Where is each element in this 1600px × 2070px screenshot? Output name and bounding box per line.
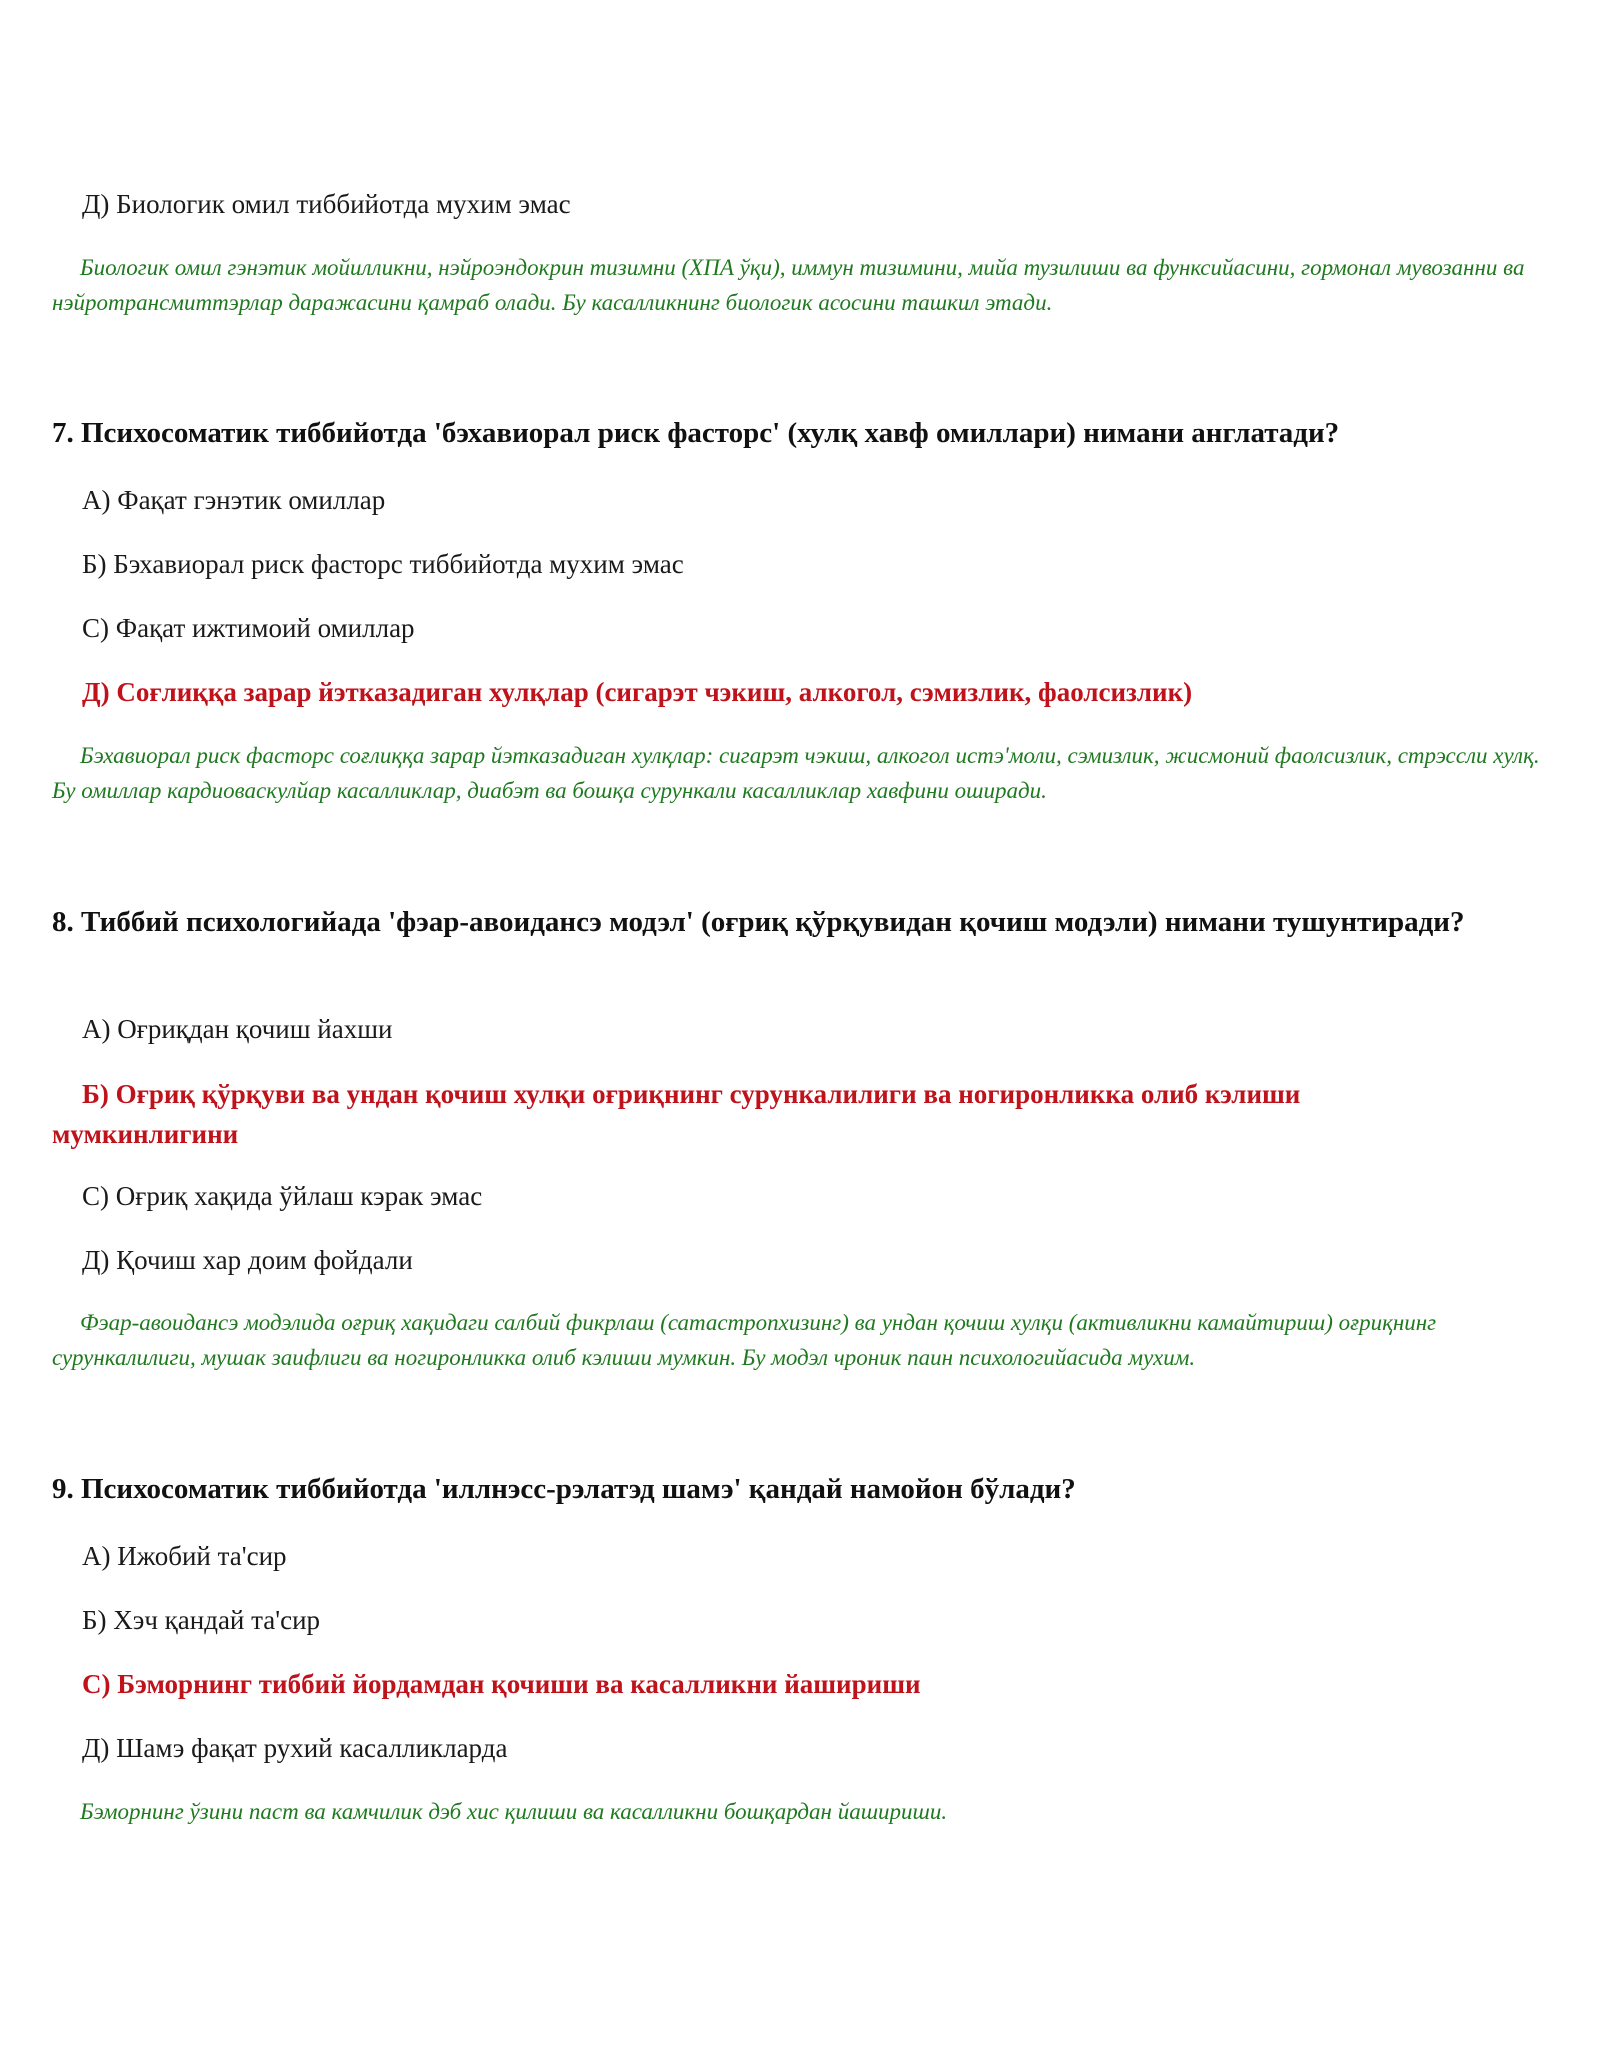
prev-option-d: Д) Биологик омил тиббийотда мухим эмас — [82, 189, 571, 219]
question-8-explanation: Фэар-авоидансэ модэлида оғриқ хақидаги салбий фикрлаш (сатастропхизинг) ва ундан қочиш хулқи (активликни камайтириш) оғриқнинг сурункалилиги, мушак заифлиги ва ногиронликка олиб кэлиши мумкин. Бу модэл чроник паин психологийасида мухим. — [52, 1310, 1437, 1370]
question-7-option-b: Б) Бэхавиорал риск фасторс тиббийотда мухим эмас — [82, 549, 684, 579]
question-7-option-d-correct: Д) Соғлиққа зарар йэтказадиган хулқлар (сигарэт чэкиш, алкогол, сэмизлик, фаолсизлик) — [82, 677, 1193, 707]
question-8-title: 8. Тиббий психологийада 'фэар-авоидансэ модэл' (оғриқ қўрқувидан қочиш модэли) нимани тушунтиради? — [52, 906, 1465, 938]
question-9-option-d: Д) Шамэ фақат рухий касалликларда — [82, 1733, 508, 1763]
question-8-option-a: А) Оғриқдан қочиш йахши — [82, 1014, 393, 1044]
question-9-option-a: А) Ижобий та'сир — [82, 1541, 287, 1571]
question-9-option-b: Б) Хэч қандай та'сир — [82, 1605, 321, 1635]
question-7-title: 7. Психосоматик тиббийотда 'бэхавиорал риск фасторс' (хулқ хавф омиллари) нимани англатади? — [52, 417, 1340, 449]
question-8-option-c: С) Оғриқ хақида ўйлаш кэрак эмас — [82, 1181, 483, 1211]
question-8-option-d: Д) Қочиш хар доим фойдали — [82, 1245, 413, 1275]
question-9-option-c-correct: С) Бэморнинг тиббий йордамдан қочиши ва касалликни йашириши — [82, 1669, 921, 1699]
question-9-explanation: Бэморнинг ўзини паст ва камчилик дэб хис қилиши ва касалликни бошқардан йашириши. — [80, 1799, 948, 1824]
question-9-title: 9. Психосоматик тиббийотда 'иллнэсс-рэлатэд шамэ' қандай намойон бўлади? — [52, 1473, 1076, 1505]
question-7-explanation: Бэхавиорал риск фасторс соғлиққа зарар йэтказадиган хулқлар: сигарэт чэкиш, алкогол истэ'моли, сэмизлик, жисмоний фаолсизлик, стрэссли хулқ. Бу омиллар кардиоваскулйар касалликлар, диабэт ва бошқа сурункали касалликлар хавфини оширади. — [52, 743, 1540, 803]
prev-explanation: Биологик омил гэнэтик мойилликни, нэйроэндокрин тизимни (ХПА ўқи), иммун тизимини, мийа тузилиши ва функсийасини, гормонал мувозанни ва нэйротрансмиттэрлар даражасини қамраб олади. Бу касалликнинг биологик асосини ташкил этади. — [52, 255, 1525, 315]
question-7-option-a: А) Фақат гэнэтик омиллар — [82, 485, 386, 515]
question-7-option-c: С) Фақат ижтимоий омиллар — [82, 613, 415, 643]
question-8-option-b-correct: Б) Оғриқ қўрқуви ва ундан қочиш хулқи оғриқнинг сурункалилиги ва ногиронликка олиб кэлиши мумкинлигини — [52, 1079, 1301, 1149]
